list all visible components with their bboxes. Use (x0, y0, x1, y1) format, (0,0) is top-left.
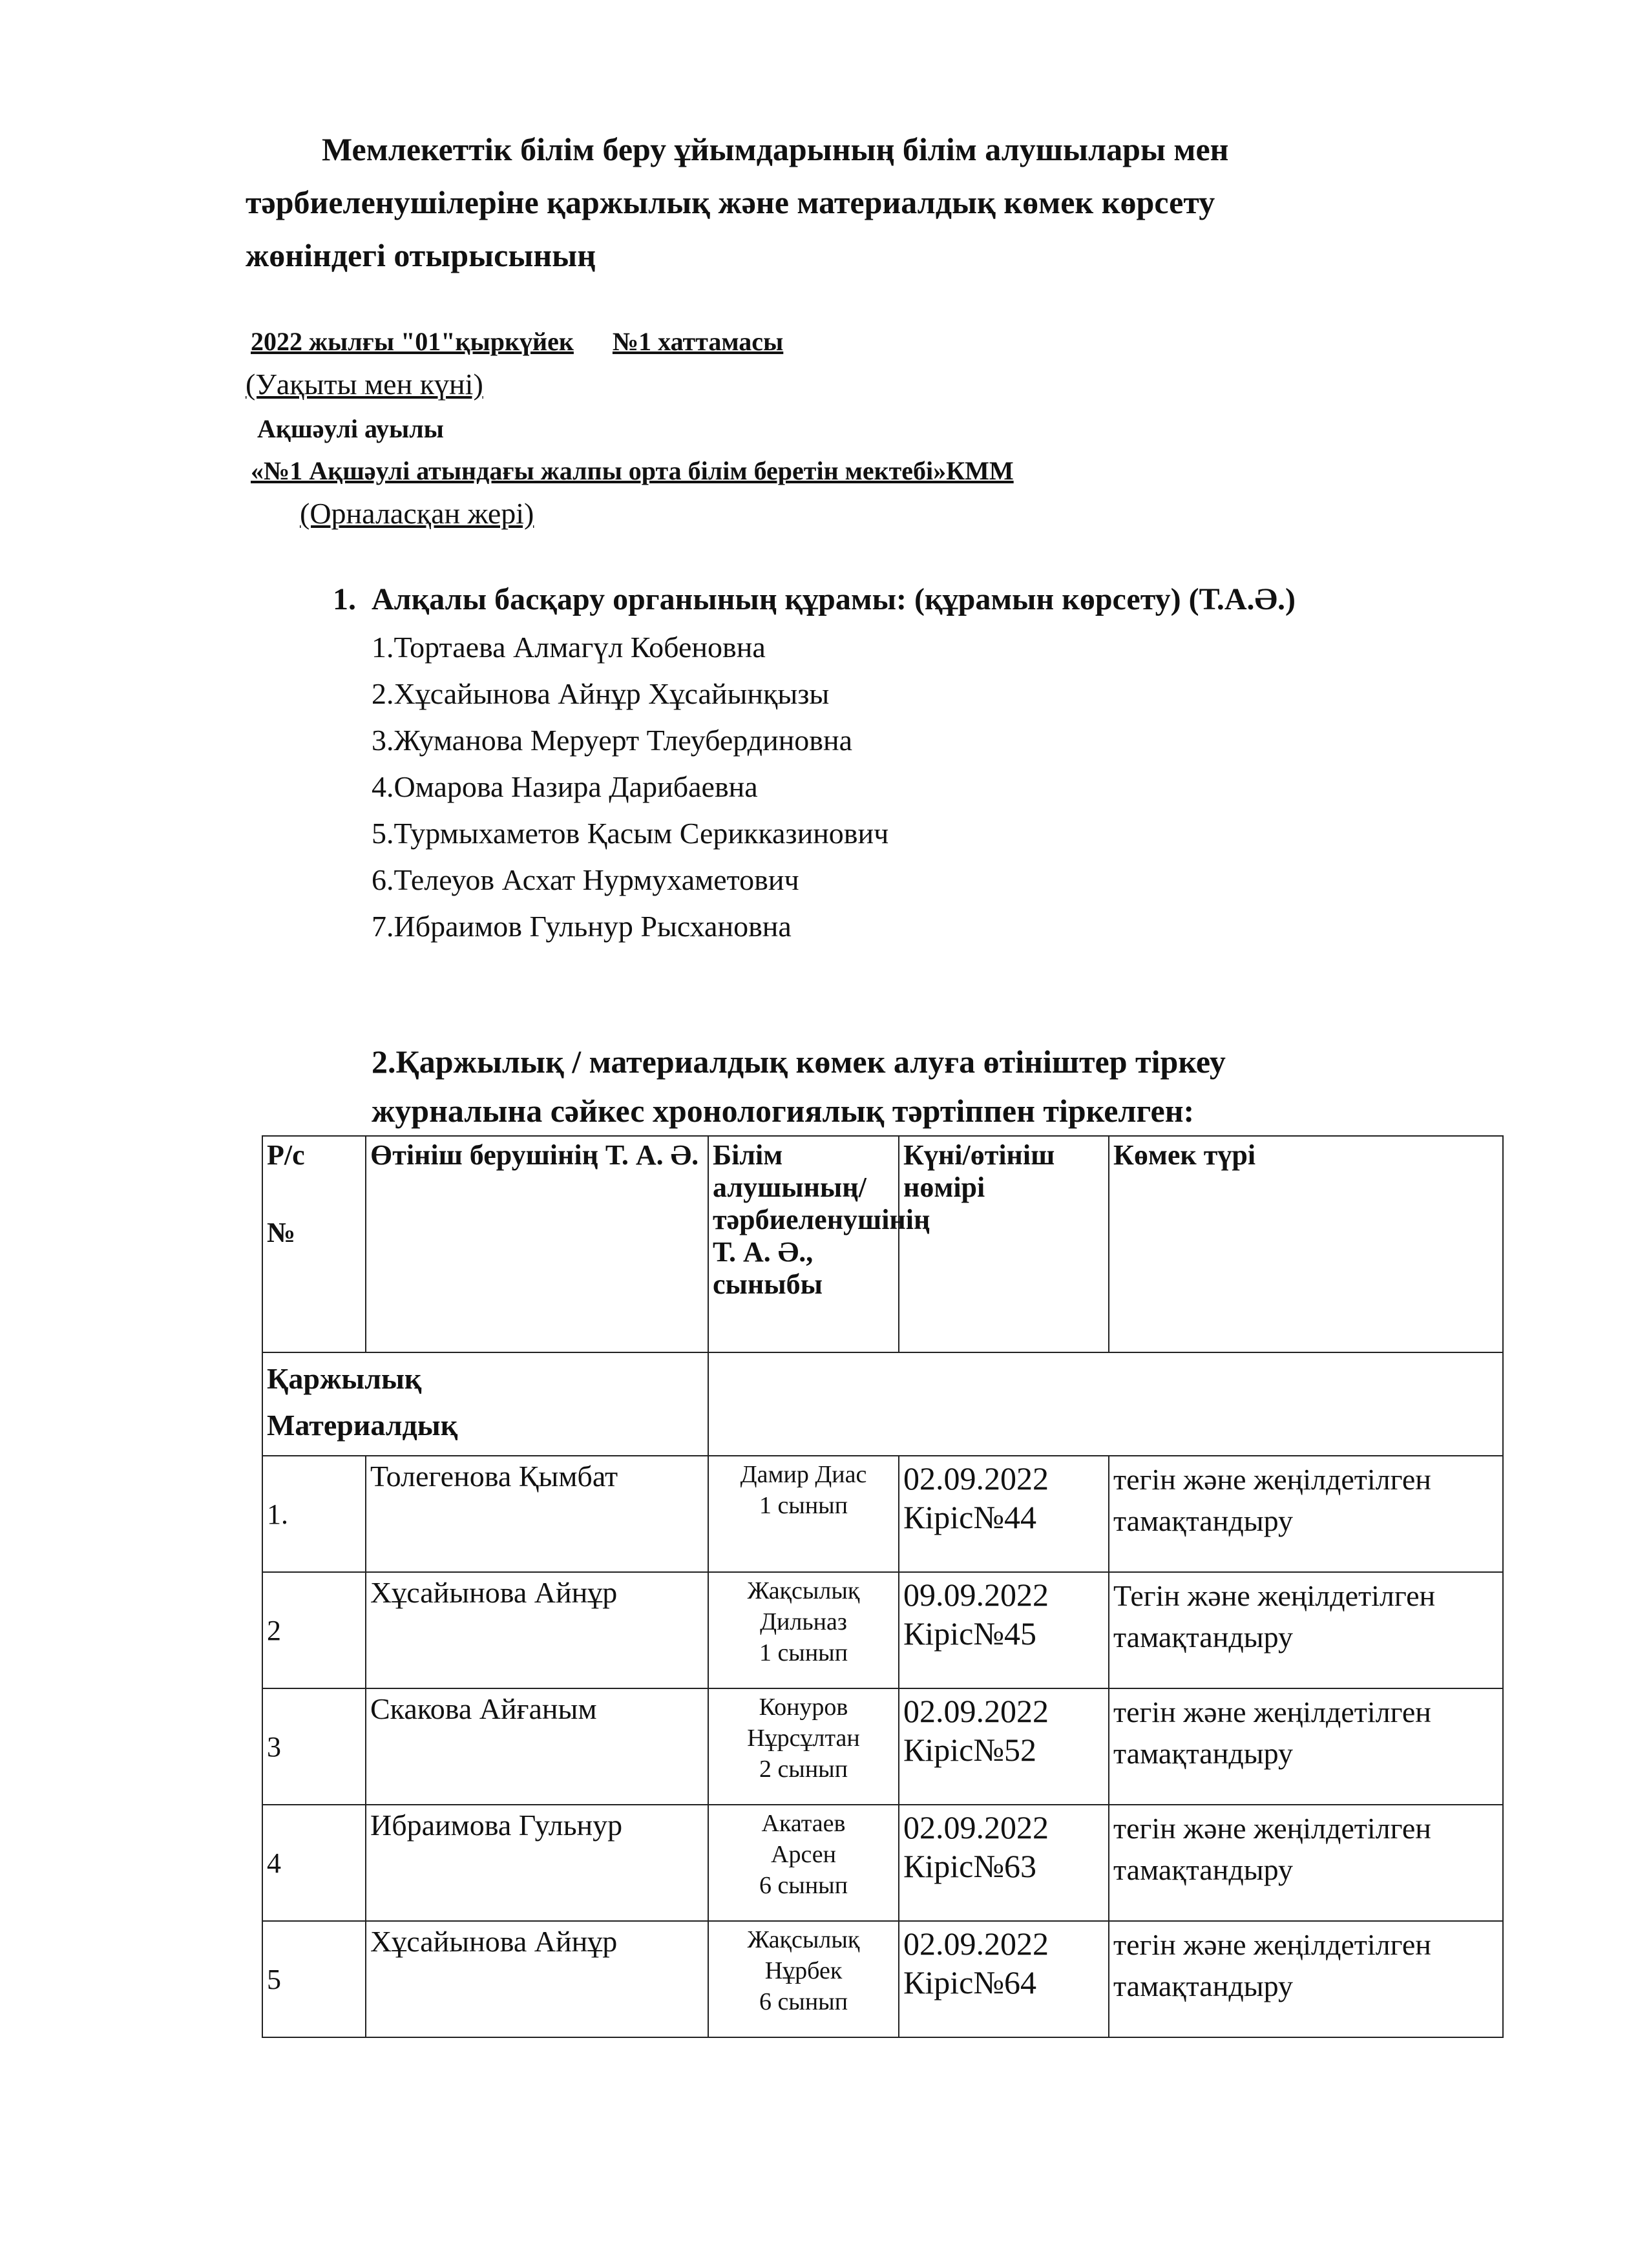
header-num-line-1: Р/с (267, 1139, 305, 1171)
header-num (262, 1136, 366, 1352)
row-date (899, 1688, 1109, 1805)
row-aid-line-1: тегін және жеңілдетілген (1113, 1463, 1431, 1496)
row-student-name: Акатаев (761, 1810, 846, 1837)
row-number: 5 (262, 1921, 366, 2037)
row-reg-number: Кіріс№52 (903, 1732, 1037, 1768)
row-student-name-2: Нұрбек (764, 1957, 843, 1984)
row-aid-type (1109, 1921, 1503, 2037)
row-date-value: 02.09.2022 (903, 1926, 1049, 1962)
header-aid-type: Көмек түрі (1109, 1136, 1503, 1352)
row-student-grade: 6 сынып (759, 1872, 848, 1899)
row-aid-line-1: тегін және жеңілдетілген (1113, 1928, 1431, 1961)
row-student-grade: 1 сынып (759, 1639, 848, 1666)
member-item: 3.Жуманова Меруерт Тлеубердиновна (372, 724, 853, 757)
member-item: 7.Ибраимов Гульнур Рысхановна (372, 910, 792, 943)
row-number: 2 (262, 1572, 366, 1688)
section-1-heading (333, 582, 1296, 617)
row-date-value: 09.09.2022 (903, 1577, 1049, 1613)
table-row (262, 1921, 1503, 2037)
table-row (262, 1805, 1503, 1921)
header-date: Күні/өтініш нөмірі (899, 1136, 1109, 1352)
row-applicant: Хұсайынова Айнұр (366, 1572, 708, 1688)
row-reg-number: Кіріс№45 (903, 1615, 1037, 1652)
row-date-value: 02.09.2022 (903, 1693, 1049, 1729)
row-aid-type (1109, 1688, 1503, 1805)
row-applicant: Хұсайынова Айнұр (366, 1921, 708, 2037)
row-aid-line-1: тегін және жеңілдетілген (1113, 1696, 1431, 1728)
row-student-grade: 6 сынып (759, 1988, 848, 2015)
row-date (899, 1805, 1109, 1921)
row-student-name-2: Арсен (771, 1841, 836, 1868)
category-row (262, 1352, 1503, 1456)
category-material: Материалдық (267, 1409, 458, 1442)
row-reg-number: Кіріс№63 (903, 1848, 1037, 1884)
header-applicant: Өтініш берушінің Т. А. Ә. (366, 1136, 708, 1352)
row-aid-type (1109, 1456, 1503, 1572)
row-aid-line-2: тамақтандыру (1113, 1504, 1294, 1537)
protocol-date: 2022 жылғы "01"қыркүйек (251, 327, 574, 356)
row-student (708, 1572, 899, 1688)
row-student-grade: 2 сынып (759, 1756, 848, 1783)
row-reg-number: Кіріс№44 (903, 1499, 1037, 1535)
place-note: (Орналасқан жері) (300, 497, 534, 530)
row-reg-number: Кіріс№64 (903, 1964, 1037, 2000)
row-aid-line-2: тамақтандыру (1113, 1737, 1294, 1770)
title-line-3: жөніндегі отырысының (246, 237, 596, 273)
row-student (708, 1921, 899, 2037)
title-line-2: тәрбиеленушілеріне қаржылық және материалдық көмек көрсету (246, 184, 1215, 220)
village-name: Ақшәулі ауылы (257, 414, 444, 443)
table-row (262, 1456, 1503, 1572)
member-item: 2.Хұсайынова Айнұр Хұсайынқызы (372, 677, 830, 710)
member-item: 5.Турмыхаметов Қасым Серикказинович (372, 817, 889, 850)
row-date-value: 02.09.2022 (903, 1460, 1049, 1496)
section-1-number: 1. (333, 582, 356, 616)
row-aid-line-2: тамақтандыру (1113, 1853, 1294, 1886)
member-item: 1.Тортаева Алмагүл Кобеновна (372, 631, 766, 664)
row-date (899, 1456, 1109, 1572)
section-2-heading (372, 1037, 1405, 1135)
row-student (708, 1688, 899, 1805)
row-date-value: 02.09.2022 (903, 1809, 1049, 1845)
row-aid-line-2: тамақтандыру (1113, 1621, 1294, 1654)
member-item: 6.Телеуов Асхат Нурмухаметович (372, 863, 799, 896)
protocol-number: №1 хаттамасы (612, 327, 784, 356)
row-student-name: Жақсылық (747, 1926, 860, 1953)
row-number: 4 (262, 1805, 366, 1921)
row-student-name: Конуров (759, 1694, 848, 1721)
row-date (899, 1921, 1109, 2037)
row-student-name: Дамир Диас (740, 1461, 867, 1488)
row-applicant: Толегенова Қымбат (366, 1456, 708, 1572)
protocol-line (251, 326, 783, 357)
row-number: 1. (262, 1456, 366, 1572)
header-student: Білім алушының/ тәрбиеленушінің Т. А. Ә., сыныбы (708, 1136, 899, 1352)
category-financial: Қаржылық (267, 1362, 422, 1395)
row-student (708, 1805, 899, 1921)
category-empty-cell (708, 1352, 1503, 1456)
category-label (262, 1352, 708, 1456)
row-applicant: Скакова Айғаным (366, 1688, 708, 1805)
section-2-heading-line-2: журналына сәйкес хронологиялық тәртіппен тіркелген: (372, 1093, 1195, 1129)
row-aid-line-1: Тегін және жеңілдетілген (1113, 1579, 1436, 1612)
members-list (372, 624, 888, 950)
member-item: 4.Омарова Назира Дарибаевна (372, 770, 758, 803)
row-number: 3 (262, 1688, 366, 1805)
school-name: «№1 Ақшәулі атындағы жалпы орта білім беретін мектебі»КММ (251, 456, 1014, 485)
table-row (262, 1572, 1503, 1688)
time-note: (Уақыты мен күні) (246, 368, 483, 401)
row-student-grade: 1 сынып (759, 1492, 848, 1519)
applications-table (262, 1135, 1504, 2038)
row-applicant: Ибраимова Гульнур (366, 1805, 708, 1921)
row-aid-line-1: тегін және жеңілдетілген (1113, 1812, 1431, 1845)
section-2-heading-line-1: 2.Қаржылық / материалдық көмек алуға өтініштер тіркеу (372, 1044, 1226, 1080)
row-student-name-2: Нұрсұлтан (747, 1725, 860, 1752)
title-line-1: Мемлекеттік білім беру ұйымдарының білім алушылары мен (322, 131, 1229, 167)
table-row (262, 1688, 1503, 1805)
table-header-row (262, 1136, 1503, 1352)
row-aid-type (1109, 1572, 1503, 1688)
row-date (899, 1572, 1109, 1688)
row-student (708, 1456, 899, 1572)
document-title (246, 123, 1506, 282)
header-num-line-2: № (267, 1217, 296, 1248)
row-student-name-2: Дильназ (760, 1608, 847, 1635)
row-aid-type (1109, 1805, 1503, 1921)
section-1-title: Алқалы басқару органының құрамы: (құрамын көрсету) (Т.А.Ә.) (372, 582, 1296, 616)
row-aid-line-2: тамақтандыру (1113, 1969, 1294, 2002)
row-student-name: Жақсылық (747, 1577, 860, 1604)
